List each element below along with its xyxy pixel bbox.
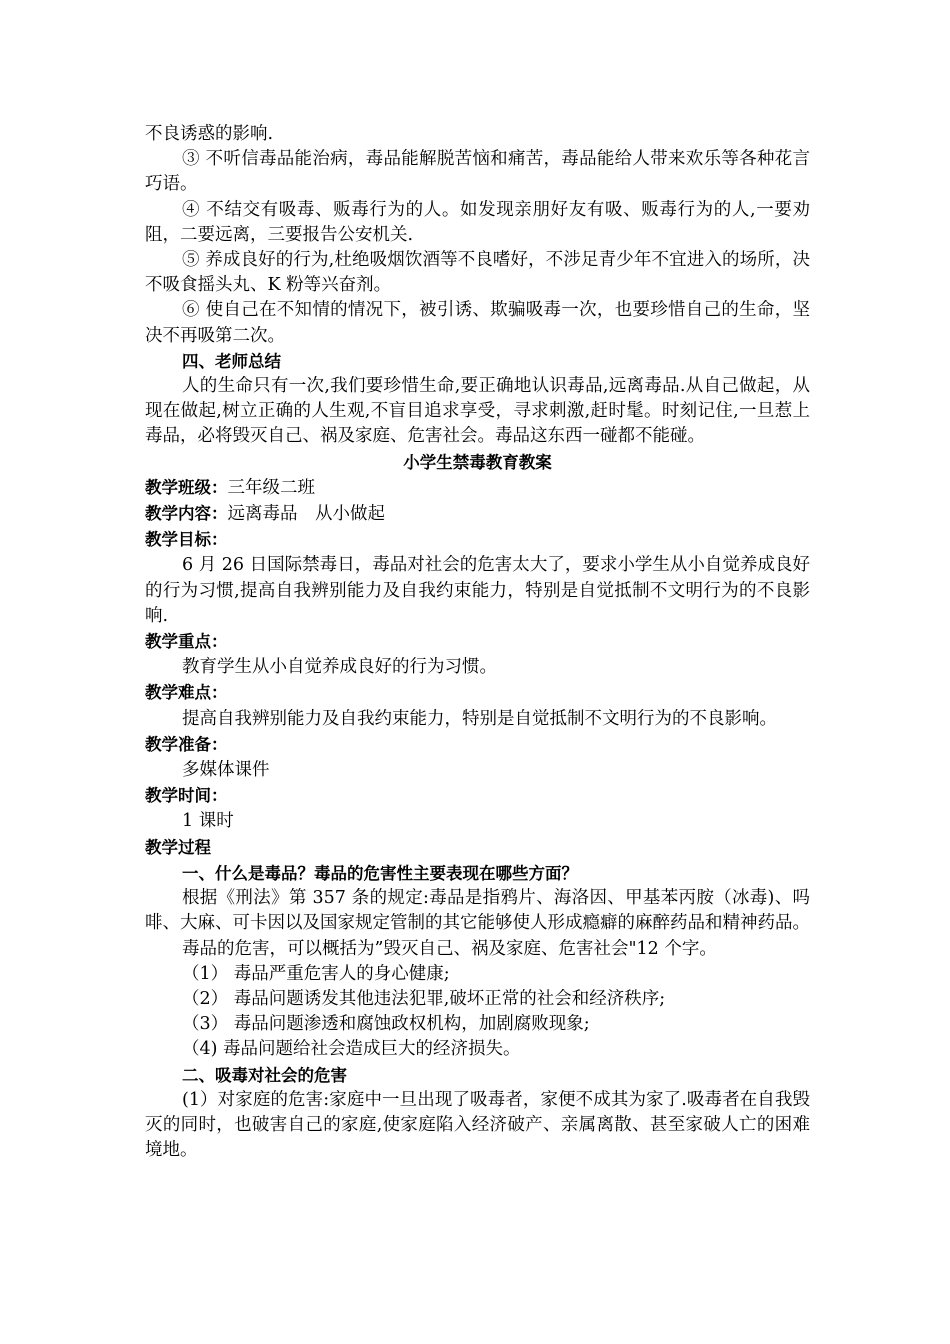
- content-value: 远离毒品 从小做起: [227, 504, 385, 525]
- paragraph-summary: 人的生命只有一次,我们要珍惜生命,要正确地认识毒品,远离毒品.从自己做起，从现在做起,树立正确的人生观,不盲目追求享受，寻求刺激,赶时髦。时刻记住,一旦惹上毒品，必将毁灭自己、祸及家庭、危害社会。毒品这东西一碰都不能碰。: [145, 376, 810, 447]
- lesson-plan-title: 小学生禁毒教育教案: [403, 452, 552, 472]
- prep-label-line: [145, 732, 810, 758]
- paragraph-item-5: ⑤ 养成良好的行为,杜绝吸烟饮酒等不良嗜好，不涉足青少年不宜进入的场所，决不吸食摇头丸、K 粉等兴奋剂。: [145, 250, 810, 296]
- heading-what-is-drugs: 一、什么是毒品？毒品的危害性主要表现在哪些方面？: [182, 863, 578, 883]
- class-value: 三年级二班: [227, 477, 315, 498]
- content-line: [145, 501, 810, 527]
- time-label-line: [145, 783, 810, 809]
- content-label: 教学内容：: [145, 504, 228, 524]
- goal-label-line: [145, 527, 810, 553]
- paragraph-law-definition: 根据《刑法》第 357 条的规定:毒品是指鸦片、海洛因、甲基苯丙胺（冰毒)、吗啡、大麻、可卡因以及国家规定管制的其它能够使人形成瘾癖的麻醉药品和精神药品。: [145, 888, 810, 934]
- paragraph-harm-summary: 毒品的危害，可以概括为”毁灭自己、祸及家庭、危害社会"12 个字。: [182, 938, 717, 959]
- focus-label: 教学重点：: [145, 632, 228, 652]
- paragraph-item-3: ③ 不听信毒品能治病，毒品能解脱苦恼和痛苦，毒品能给人带来欢乐等各种花言巧语。: [145, 149, 810, 195]
- process-label: 教学过程: [145, 837, 211, 857]
- paragraph-family-harm: (1）对家庭的危害:家庭中一旦出现了吸毒者，家便不成其为家了.吸毒者在自我毁灭的同时，也破害自己的家庭,使家庭陷入经济破产、亲属离散、甚至家破人亡的困难境地。: [145, 1089, 810, 1161]
- focus-text: 教育学生从小自觉养成良好的行为习惯。: [182, 657, 497, 678]
- paragraph-continuation: 不良诱惑的影响.: [145, 124, 274, 144]
- process-label-line: [145, 835, 810, 861]
- goal-text: 6 月 26 日国际禁毒日，毒品对社会的危害太大了，要求小学生从小自觉养成良好的行为习惯,提高自我辨别能力及自我约束能力，特别是自觉抵制不文明行为的不良影响.: [145, 555, 810, 626]
- paragraph-item-6: ⑥ 使自己在不知情的情况下，被引诱、欺骗吸毒一次，也要珍惜自己的生命，坚决不再吸第二次。: [145, 300, 810, 346]
- difficulty-text: 提高自我辨别能力及自我约束能力，特别是自觉抵制不文明行为的不良影响。: [182, 708, 777, 729]
- list-item-4: （4) 毒品问题给社会造成巨大的经济损失。: [182, 1039, 521, 1060]
- list-item-3: （3） 毒品问题渗透和腐蚀政权机构，加剧腐败现象;: [182, 1014, 590, 1035]
- paragraph-item-4: ④ 不结交有吸毒、贩毒行为的人。如发现亲朋好友有吸、贩毒行为的人,一要劝阻，二要远离，三要报告公安机关.: [145, 199, 810, 245]
- class-label: 教学班级：: [145, 477, 228, 497]
- list-item-2: （2） 毒品问题诱发其他违法犯罪,破坏正常的社会和经济秩序;: [182, 988, 666, 1009]
- goal-label: 教学目标：: [145, 530, 228, 550]
- prep-text: 多媒体课件: [182, 760, 270, 781]
- document-page: [145, 122, 810, 1163]
- heading-teacher-summary: 四、老师总结: [182, 351, 281, 371]
- difficulty-label-line: [145, 680, 810, 706]
- time-text: 1 课时: [182, 811, 234, 832]
- time-label: 教学时间：: [145, 786, 228, 806]
- heading-social-harm: 二、吸毒对社会的危害: [182, 1065, 347, 1085]
- focus-label-line: [145, 629, 810, 655]
- prep-label: 教学准备：: [145, 734, 228, 754]
- class-line: [145, 475, 810, 501]
- list-item-1: （1） 毒品严重危害人的身心健康;: [182, 963, 450, 984]
- difficulty-label: 教学难点：: [145, 683, 228, 703]
